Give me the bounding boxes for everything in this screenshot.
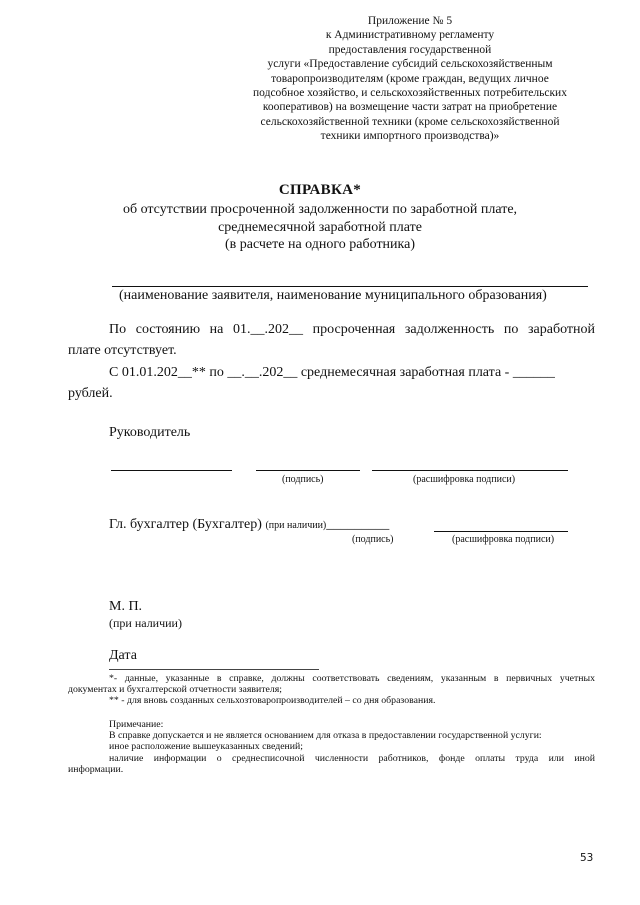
document-title: СПРАВКА* xyxy=(278,182,362,198)
seal-label: М. П. xyxy=(109,599,143,614)
date-label: Дата xyxy=(109,648,137,663)
remark-line2: иное расположение вышеуказанных сведений; xyxy=(109,741,303,752)
accountant-label xyxy=(109,517,389,533)
footnote-separator xyxy=(109,669,319,670)
subtitle-line: об отсутствии просроченной задолженности по заработной плате, xyxy=(122,202,518,217)
remark-line3: наличие информации о среднесписочной численности работников, фонде оплаты труда или иной xyxy=(109,753,595,764)
annex-line: сельскохозяйственной техники (кроме сельскохозяйственной xyxy=(260,115,560,128)
footnote-1-line2: документах и бухгалтерской отчетности заявителя; xyxy=(68,684,282,695)
document-subtitle xyxy=(0,201,640,254)
head-signature-caption: (подпись) xyxy=(282,474,324,485)
accountant-signature-caption: (подпись) xyxy=(352,534,394,545)
subtitle-line: (в расчете на одного работника) xyxy=(224,237,416,252)
annex-line: к Административному регламенту xyxy=(325,29,495,42)
remark-line3-end: информации. xyxy=(68,764,124,775)
applicant-name-line xyxy=(112,286,588,287)
head-label: Руководитель xyxy=(109,425,191,440)
footnote-1-line1: *- данные, указанные в справке, должны соответствовать сведениям, указанным в первичных учетных xyxy=(109,673,595,684)
footnote-2: ** - для вновь созданных сельхозтоваропроизводителей – со дня образования. xyxy=(109,695,436,706)
head-decryption-line xyxy=(372,470,568,471)
remark-line1: В справке допускается и не является основанием для отказа в предоставлении государственной услуги: xyxy=(109,730,542,741)
head-decryption-caption: (расшифровка подписи) xyxy=(413,474,516,485)
annex-line: предоставления государственной xyxy=(328,43,492,56)
applicant-caption: (наименование заявителя, наименование муниципального образования) xyxy=(119,288,547,303)
paragraph-salary-line1: С 01.01.202__** по __.__.202__ среднемесячная заработная плата - ______ xyxy=(109,365,555,380)
paragraph-debt-line1: По состоянию на 01.__.202__ просроченная задолженность по заработной xyxy=(109,322,595,337)
accountant-signature-blank: _________ xyxy=(326,517,390,532)
annex-line: кооперативов) на возмещение части затрат на приобретение xyxy=(262,101,558,114)
page-number: 53 xyxy=(580,852,594,864)
annex-header xyxy=(220,14,600,144)
head-position-line xyxy=(111,470,232,471)
head-signature-line xyxy=(256,470,360,471)
accountant-if-present: (при наличии) xyxy=(265,520,327,531)
annex-line: подсобное хозяйство, и сельскохозяйственных потребительских xyxy=(253,87,567,100)
annex-line: услуги «Предоставление субсидий сельскохозяйственным xyxy=(267,58,553,71)
annex-line: товаропроизводителям (кроме граждан, ведущих личное xyxy=(271,72,549,85)
paragraph-salary-line2: рублей. xyxy=(68,386,113,401)
paragraph-debt-line2: плате отсутствует. xyxy=(68,343,177,358)
annex-line: техники импортного производства)» xyxy=(320,130,500,143)
seal-if-present: (при наличии) xyxy=(109,616,182,630)
accountant-label-text: Гл. бухгалтер (Бухгалтер) xyxy=(109,517,262,532)
accountant-decryption-line xyxy=(434,531,568,532)
remark-title: Примечание: xyxy=(109,719,164,730)
accountant-decryption-caption: (расшифровка подписи) xyxy=(452,534,555,545)
annex-line: Приложение № 5 xyxy=(367,15,453,27)
subtitle-line: среднемесячной заработной плате xyxy=(218,219,422,235)
